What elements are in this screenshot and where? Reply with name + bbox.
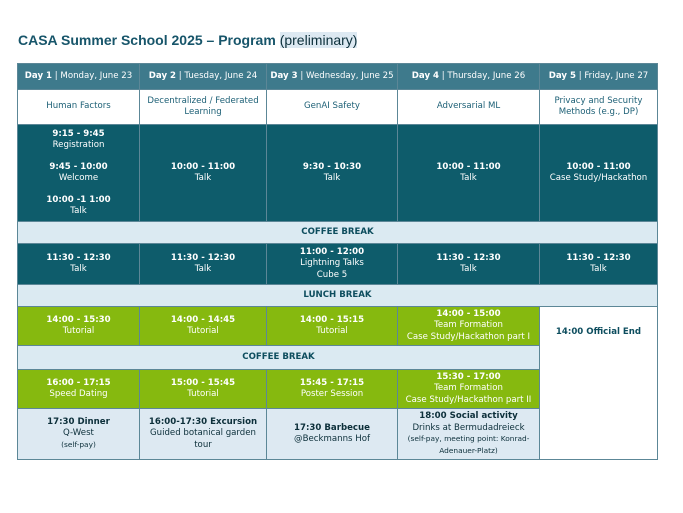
- session-label: Talk: [460, 264, 477, 274]
- session-time: 10:00 - 11:00: [436, 161, 501, 172]
- session-time: 9:30 - 10:30: [302, 161, 362, 172]
- session-label: Talk: [70, 206, 87, 216]
- afternoon1-day-2: [140, 307, 267, 346]
- event-place: Guided botanical garden tour: [149, 428, 256, 450]
- late-morning-day-2: [140, 244, 267, 285]
- coffee-break-row-1: [18, 222, 658, 244]
- session-time: 14:00 - 15:00: [436, 308, 501, 319]
- coffee-break-1: COFFEE BREAK: [18, 222, 658, 244]
- topic-day-2: Decentralized / Federated Learning: [140, 90, 267, 125]
- session-label: Tutorial: [187, 389, 219, 399]
- afternoon1-day-3: [267, 307, 398, 346]
- morning-day-4: [398, 125, 540, 222]
- title-main: CASA Summer School 2025 – Program: [18, 32, 276, 48]
- session-label: Talk: [590, 264, 607, 274]
- session-label: Tutorial: [316, 326, 348, 336]
- day-header-3: Day 3 | Wednesday, June 25: [267, 64, 398, 90]
- morning-row: [18, 125, 658, 222]
- session-time: 11:30 - 12:30: [566, 252, 631, 263]
- event-title: 16:00-17:30 Excursion: [148, 416, 258, 427]
- session-time: 9:15 - 9:45: [52, 128, 105, 139]
- lunch-break: LUNCH BREAK: [18, 285, 658, 307]
- session-time: 10:00 - 11:00: [566, 161, 631, 172]
- session-location: Cube 5: [316, 269, 348, 280]
- late-morning-row: [18, 244, 658, 285]
- day-header-row: [18, 64, 658, 90]
- topic-day-3: GenAI Safety: [267, 90, 398, 125]
- session-label: Talk: [460, 173, 477, 183]
- late-morning-day-4: [398, 244, 540, 285]
- session-label: Welcome: [58, 173, 99, 183]
- event-place: Drinks at Bermudadreieck: [412, 422, 525, 433]
- event-place: Q-West: [63, 428, 94, 439]
- session-time: 10:00 - 11:00: [170, 161, 236, 172]
- session-time: 11:30 - 12:30: [46, 252, 111, 263]
- late-morning-day-1: [18, 244, 140, 285]
- session-label: Team Formation: [434, 320, 503, 331]
- session-time: 15:30 - 17:00: [436, 371, 501, 382]
- coffee-break-2: COFFEE BREAK: [18, 346, 540, 370]
- day-header-2: Day 2 | Tuesday, June 24: [140, 64, 267, 90]
- event-title: 17:30 Dinner: [47, 416, 110, 427]
- title-note: (preliminary): [279, 32, 358, 48]
- day-header-4: Day 4 | Thursday, June 26: [398, 64, 540, 90]
- session-time: 10:00 -1 1:00: [46, 194, 111, 205]
- official-end-label: 14:00 Official End: [555, 327, 642, 337]
- session-time: 15:00 - 15:45: [170, 377, 236, 388]
- lunch-break-row: [18, 285, 658, 307]
- official-end: [540, 307, 658, 460]
- event-title: 17:30 Barbecue: [294, 422, 370, 433]
- morning-day-1: [18, 125, 140, 222]
- session-label: Talk: [323, 173, 341, 183]
- afternoon2-day-1: [18, 370, 140, 409]
- session-label: Talk: [70, 264, 87, 274]
- late-morning-day-3: [267, 244, 398, 285]
- session-label: Talk: [194, 173, 212, 183]
- schedule-table: [17, 63, 658, 460]
- evening-day-4: [398, 409, 540, 460]
- topic-row: [18, 90, 658, 125]
- session-label: Speed Dating: [49, 389, 108, 399]
- morning-day-2: [140, 125, 267, 222]
- session-label: Case Study/Hackathon: [549, 173, 648, 183]
- session-label: Poster Session: [300, 389, 364, 399]
- page-title: [18, 32, 357, 48]
- late-morning-day-5: [540, 244, 658, 285]
- session-detail: Case Study/Hackathon part I: [406, 331, 531, 342]
- topic-day-1: Human Factors: [18, 90, 140, 125]
- afternoon2-day-3: [267, 370, 398, 409]
- session-label: Team Formation: [434, 383, 503, 394]
- session-label: Tutorial: [187, 326, 219, 336]
- session-time: 15:45 - 17:15: [299, 377, 365, 388]
- event-title: 18:00 Social activity: [419, 411, 518, 421]
- topic-day-4: Adversarial ML: [398, 90, 540, 125]
- evening-day-2: [140, 409, 267, 460]
- event-note: (self-pay, meeting point: Konrad-Adenauer-Platz): [407, 434, 530, 455]
- session-detail: Case Study/Hackathon part II: [405, 394, 532, 405]
- session-time: 11:00 - 12:00: [299, 246, 365, 257]
- event-note: (self-pay): [61, 439, 96, 449]
- day-header-5: Day 5 | Friday, June 27: [540, 64, 658, 90]
- session-time: 14:00 - 15:30: [46, 314, 111, 325]
- morning-day-3: [267, 125, 398, 222]
- session-label: Tutorial: [62, 326, 95, 336]
- event-place: @Beckmanns Hof: [294, 434, 370, 444]
- afternoon1-day-1: [18, 307, 140, 346]
- afternoon-row-1: [18, 307, 658, 346]
- day-header-1: Day 1 | Monday, June 23: [18, 64, 140, 90]
- session-time: 9:45 - 10:00: [49, 161, 108, 172]
- session-label: Talk: [194, 264, 212, 274]
- session-label: Registration: [52, 140, 105, 150]
- afternoon2-day-2: [140, 370, 267, 409]
- session-time: 11:30 - 12:30: [436, 252, 501, 263]
- session-label: Lightning Talks: [300, 258, 364, 269]
- evening-day-1: [18, 409, 140, 460]
- afternoon1-day-4: [398, 307, 540, 346]
- session-time: 14:00 - 14:45: [170, 314, 236, 325]
- morning-day-5: [540, 125, 658, 222]
- topic-day-5: Privacy and Security Methods (e.g., DP): [540, 90, 658, 125]
- session-time: 14:00 - 15:15: [299, 314, 365, 325]
- session-time: 16:00 - 17:15: [46, 377, 111, 388]
- afternoon2-day-4: [398, 370, 540, 409]
- session-time: 11:30 - 12:30: [170, 252, 236, 263]
- evening-day-3: [267, 409, 398, 460]
